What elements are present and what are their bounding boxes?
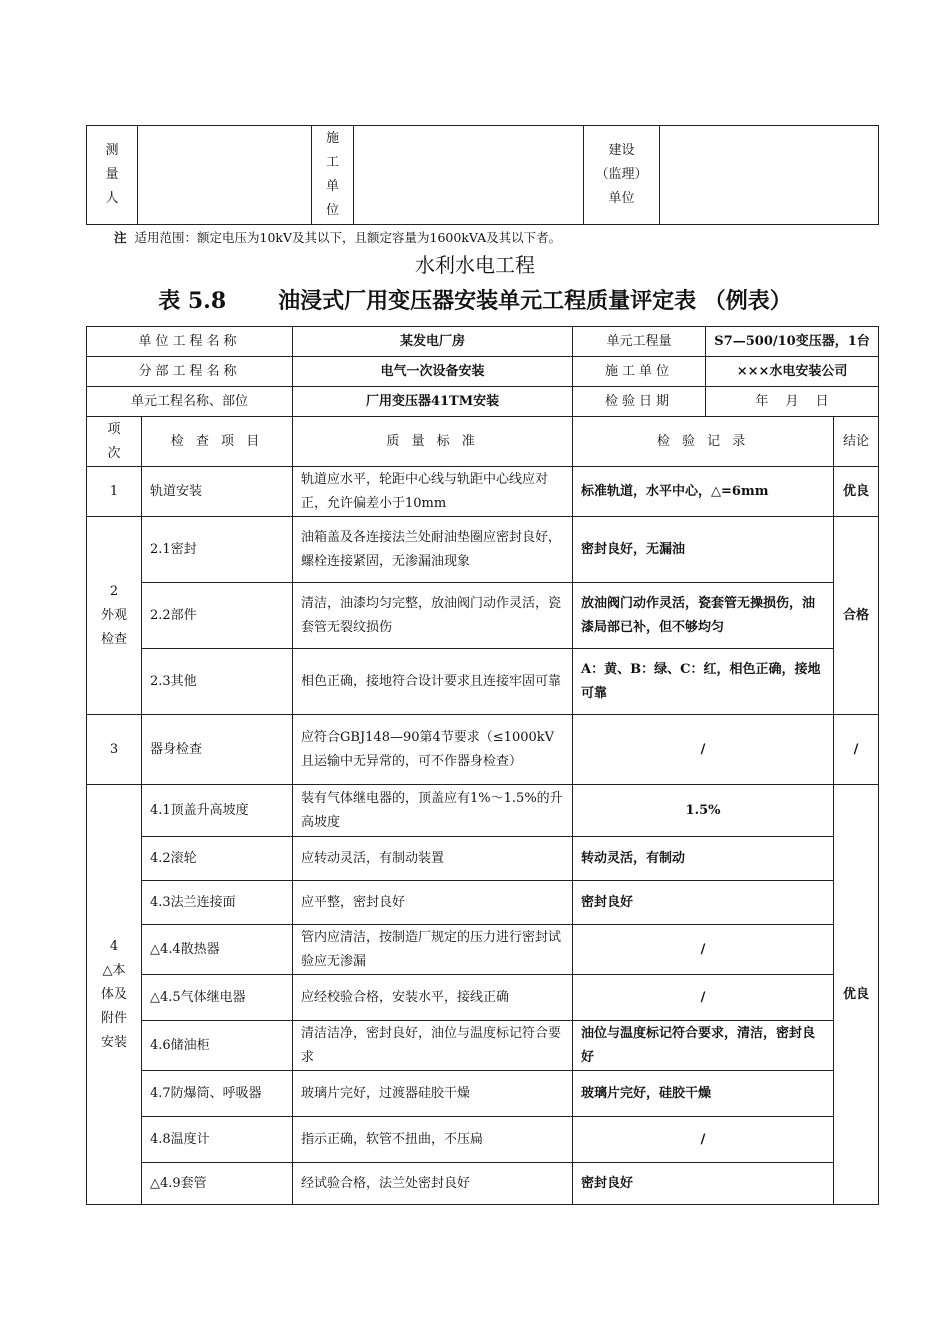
row-standard: 指示正确，软管不扭曲，不压扁 (293, 1117, 573, 1163)
row-standard: 玻璃片完好，过渡器硅胶干燥 (293, 1071, 573, 1117)
group-conclusion: 合格 (834, 517, 879, 715)
group-no: 4 △本 体及 附件 安装 (87, 785, 142, 1205)
table-row (87, 517, 879, 583)
row-standard: 清洁，油漆均匀完整，放油阀门动作灵活，瓷套管无裂纹损伤 (293, 583, 573, 649)
table-row (87, 583, 879, 649)
row-item: 4.1顶盖升高坡度 (142, 785, 293, 837)
group-no: 2 外观 检查 (87, 517, 142, 715)
header-row (87, 387, 879, 417)
row-conclusion: / (834, 715, 879, 785)
table-row (87, 467, 879, 517)
unit-project-value: 某发电厂房 (293, 327, 573, 357)
page-title (0, 284, 950, 318)
project-name: 水利水电工程 (415, 253, 535, 277)
table-number: 表 5.8 (158, 288, 227, 314)
row-record: 1.5% (573, 785, 834, 837)
col-no: 项 次 (87, 417, 142, 467)
row-record: 标准轨道，水平中心，△=6mm (573, 467, 834, 517)
row-standard: 装有气体继电器的，顶盖应有1%～1.5%的升高坡度 (293, 785, 573, 837)
contractor-sign-value (354, 126, 584, 225)
surveyor-value (138, 126, 312, 225)
col-standard: 质 量 标 准 (293, 417, 573, 467)
row-standard: 轨道应水平，轮距中心线与轨距中心线应对正，允许偏差小于10mm (293, 467, 573, 517)
table-row (87, 1021, 879, 1071)
table-row (87, 925, 879, 975)
contractor-sign-label: 施工单位 (312, 126, 354, 225)
division-label: 分部工程名称 (87, 357, 293, 387)
element-qty-label: 单元工程量 (573, 327, 706, 357)
row-item: 2.1密封 (142, 517, 293, 583)
row-record: / (573, 715, 834, 785)
row-record: 密封良好，无漏油 (573, 517, 834, 583)
table-row (87, 1071, 879, 1117)
element-qty-value: S7—500/10变压器，1台 (706, 327, 879, 357)
table-row (87, 785, 879, 837)
row-standard: 管内应清洁，按制造厂规定的压力进行密封试验应无渗漏 (293, 925, 573, 975)
table-row (87, 1163, 879, 1205)
row-record: / (573, 1117, 834, 1163)
title-text: 油浸式厂用变压器安装单元工程质量评定表 （例表） (278, 288, 792, 314)
col-record: 检 验 记 录 (573, 417, 834, 467)
note-text: 适用范围：额定电压为10kV及其以下，且额定容量为1600kVA及其以下者。 (134, 230, 562, 245)
table-row (87, 881, 879, 925)
element-name-label: 单元工程名称、部位 (87, 387, 293, 417)
table-row (87, 975, 879, 1021)
signature-table (86, 125, 879, 225)
group-conclusion: 优良 (834, 785, 879, 1205)
row-standard: 应转动灵活，有制动装置 (293, 837, 573, 881)
note-label: 注 (114, 230, 127, 245)
col-conclusion: 结论 (834, 417, 879, 467)
owner-sign-value (660, 126, 879, 225)
owner-sign-label: 建设 （监理） 单位 (584, 126, 660, 225)
row-item: 4.6储油柜 (142, 1021, 293, 1071)
row-item: 4.7防爆筒、呼吸器 (142, 1071, 293, 1117)
contractor-value: ×××水电安装公司 (706, 357, 879, 387)
row-standard: 应经校验合格，安装水平，接线正确 (293, 975, 573, 1021)
column-header-row (87, 417, 879, 467)
row-standard: 应平整，密封良好 (293, 881, 573, 925)
row-standard: 应符合GBJ148—90第4节要求（≤1000kV且运输中无异常的，可不作器身检查） (293, 715, 573, 785)
contractor-label: 施工单位 (573, 357, 706, 387)
row-no: 3 (87, 715, 142, 785)
table-row (87, 649, 879, 715)
row-no: 1 (87, 467, 142, 517)
row-record: / (573, 975, 834, 1021)
row-standard: 相色正确，接地符合设计要求且连接牢固可靠 (293, 649, 573, 715)
table-row (87, 1117, 879, 1163)
row-standard: 清洁洁净，密封良好，油位与温度标记符合要求 (293, 1021, 573, 1071)
header-row (87, 327, 879, 357)
table-row (87, 837, 879, 881)
row-item: 4.2滚轮 (142, 837, 293, 881)
row-item: △4.9套管 (142, 1163, 293, 1205)
header-row (87, 357, 879, 387)
row-item: 器身检查 (142, 715, 293, 785)
row-record: A：黄、B：绿、C：红，相色正确，接地可靠 (573, 649, 834, 715)
row-record: 转动灵活，有制动 (573, 837, 834, 881)
row-record: 密封良好 (573, 881, 834, 925)
row-standard: 经试验合格，法兰处密封良好 (293, 1163, 573, 1205)
row-standard: 油箱盖及各连接法兰处耐油垫圈应密封良好，螺栓连接紧固，无渗漏油现象 (293, 517, 573, 583)
date-value: 年 月 日 (706, 387, 879, 417)
row-item: 4.3法兰连接面 (142, 881, 293, 925)
row-record: 玻璃片完好，硅胶干燥 (573, 1071, 834, 1117)
row-item: △4.4散热器 (142, 925, 293, 975)
row-item: 4.8温度计 (142, 1117, 293, 1163)
date-label: 检验日期 (573, 387, 706, 417)
row-conclusion: 优良 (834, 467, 879, 517)
quality-assessment-table (86, 326, 879, 1205)
col-item: 检 查 项 目 (142, 417, 293, 467)
table-row (87, 715, 879, 785)
row-item: 2.2部件 (142, 583, 293, 649)
unit-project-label: 单位工程名称 (87, 327, 293, 357)
row-record: 油位与温度标记符合要求，清洁，密封良好 (573, 1021, 834, 1071)
row-record: / (573, 925, 834, 975)
row-record: 放油阀门动作灵活，瓷套管无操损伤，油漆局部已补，但不够均匀 (573, 583, 834, 649)
division-value: 电气一次设备安装 (293, 357, 573, 387)
row-record: 密封良好 (573, 1163, 834, 1205)
scope-note (114, 228, 561, 248)
element-name-value: 厂用变压器41TM安装 (293, 387, 573, 417)
row-item: △4.5气体继电器 (142, 975, 293, 1021)
row-item: 轨道安装 (142, 467, 293, 517)
row-item: 2.3其他 (142, 649, 293, 715)
surveyor-label: 测量人 (87, 126, 138, 225)
